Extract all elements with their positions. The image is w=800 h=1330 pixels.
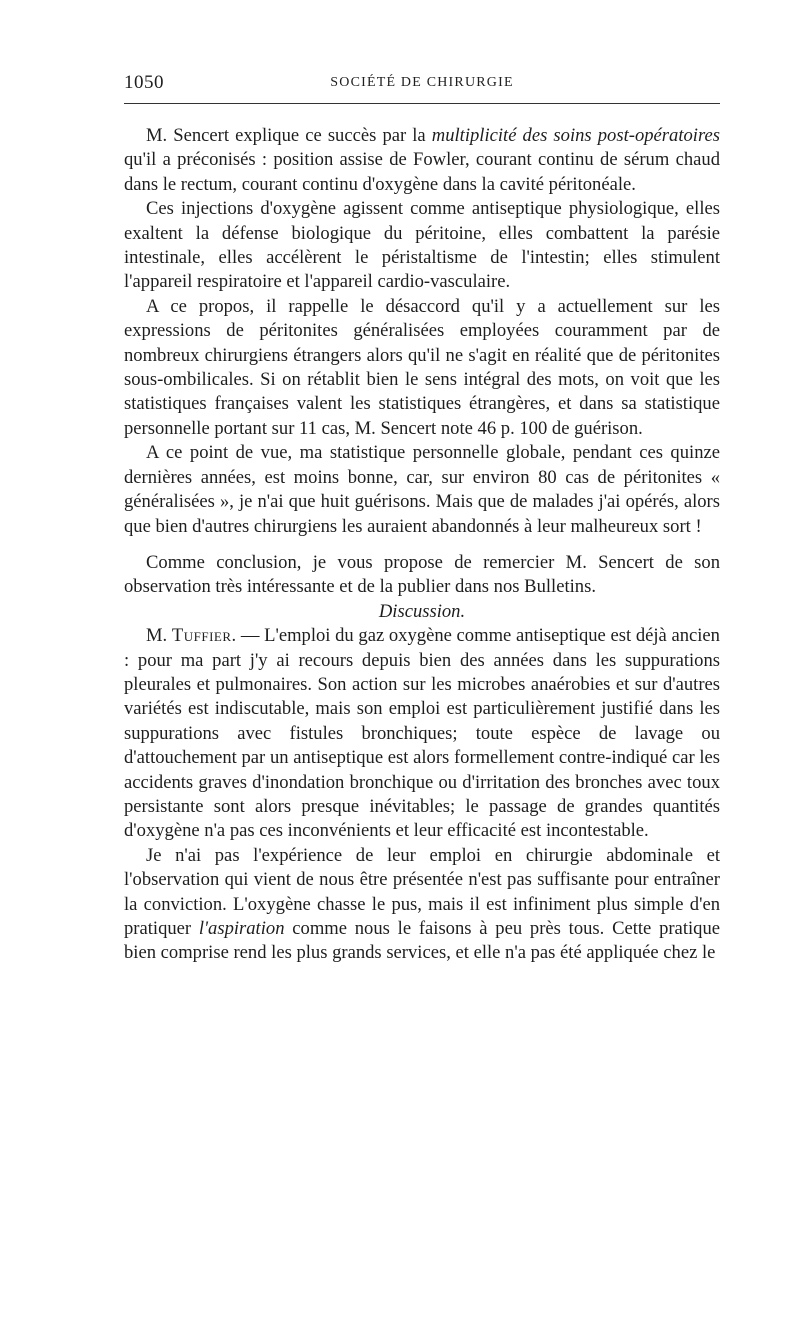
paragraph-1-emphasis: multiplicité des soins post-opératoires: [431, 125, 720, 146]
page-number: 1050: [124, 72, 164, 93]
header-rule: [124, 103, 720, 104]
paragraph-1-text-a: M. Sencert explique ce succès par la: [146, 125, 432, 146]
paragraph-6-text: . — L'emploi du gaz oxygène comme antiseptique est déjà ancien : pour ma part j'y ai recours depuis bien des années dans les suppurations pleurales et pulmonaires. Son action sur les microbes anaérobies et sur d'autres variétés est indiscutable, mais son emploi est particulièrement justifié dans les suppurations avec fistules bronchiques; toute espèce de lavage ou d'attouchement par un antiseptique est alors formellement contre-indiqué car les accidents graves d'inondation bronchique ou d'irritation des bronches avec toux persistante sont alors presque inévitables; le passage de grandes quantités d'oxygène n'a pas ces inconvénients et leur efficacité est incontestable.: [124, 625, 720, 842]
paragraph-2: Ces injections d'oxygène agissent comme antiseptique physiologique, elles exaltent la défense biologique du péritoine, elles combattent la parésie intestinale, elles accélèrent le péristaltisme de l'intestin; elles stimulent l'appareil respiratoire et l'appareil cardio-vasculaire.: [124, 198, 720, 293]
paragraph-6: [124, 624, 720, 844]
paragraph-7-text-a: Je n'ai pas l'expérience de leur emploi en chirurgie abdominale et l'observation qui vient de nous être présentée n'est pas suffisante pour entraîner la conviction. L'oxygène chasse le pus, mais il est infiniment plus simple d'en pratiquer: [124, 844, 720, 939]
paragraph-7-text-b: comme nous le faisons à peu près tous. Cette pratique bien comprise rend les plus grands services, et elle n'a pas été appliquée chez le: [124, 918, 720, 964]
paragraph-5: Comme conclusion, je vous propose de remercier M. Sencert de son observation très intéressante et de la publier dans nos Bulletins.: [124, 551, 720, 598]
paragraph-3: A ce propos, il rappelle le désaccord qu'il y a actuellement sur les expressions de péritonites généralisées employées couramment par de nombreux chirurgiens étrangers alors qu'il ne s'agit en réalité que de péritonites sous-ombilicales. Si on rétablit bien le sens intégral des mots, on voit que les statistiques françaises valent les statistiques étrangères, et dans sa statistique personnelle portant sur 11 cas, M. Sencert note 46 p. 100 de guérison.: [124, 295, 720, 439]
running-title: SOCIÉTÉ DE CHIRURGIE: [330, 75, 514, 90]
paragraph-4: A ce point de vue, ma statistique personnelle globale, pendant ces quinze dernières années, est moins bonne, car, sur environ 80 cas de péritonites « généralisées », je n'ai que huit guérisons. Mais que de malades j'ai opérés, alors que bien d'autres chirurgiens les auraient abandonnés à leur malheureux sort !: [124, 442, 720, 537]
paragraph-7: [124, 844, 720, 966]
discussion-heading: Discussion.: [378, 600, 466, 622]
paragraph-1: [124, 124, 720, 197]
speaker-name: Tuffier: [171, 625, 232, 647]
speaker-prefix: M.: [146, 625, 172, 647]
paragraph-1-text-b: qu'il a préconisés : position assise de Fowler, courant continu de sérum chaud dans le rectum, courant continu d'oxygène dans la cavité péritonéale.: [124, 149, 720, 195]
page-body: [124, 124, 720, 966]
paragraph-7-emphasis: l'aspiration: [198, 918, 285, 939]
page-header: [124, 72, 720, 96]
